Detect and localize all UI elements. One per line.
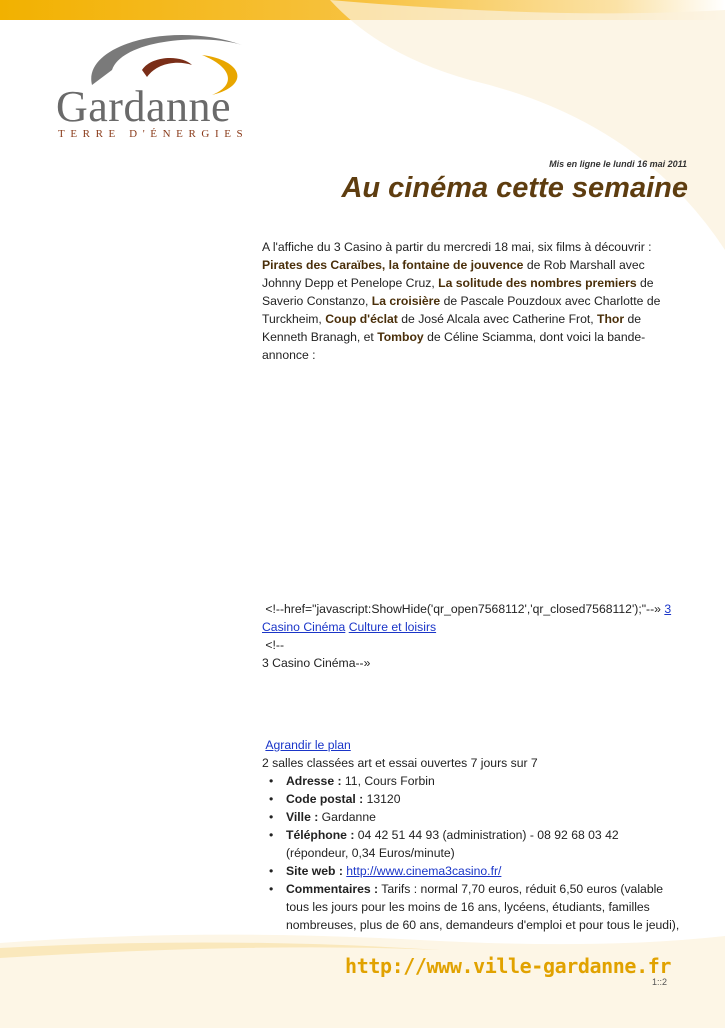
venue-info <box>262 736 682 934</box>
article-intro: A l'affiche du 3 Casino à partir du mercredi 18 mai, six films à découvrir : Pirates des Caraïbes, la fontaine de jouvence de Rob Marshall avec Johnny Depp et Penelope Cruz, La solitude des nombres premiers de Saverio Constanzo, La croisière de Pascale Pouzdoux avec Charlotte de Turckheim, Coup d'éclat de José Alcala avec Catherine Frot, Thor de Kenneth Branagh, et Tomboy de Céline Sciamma, dont voici la bande-annonce : <box>262 240 661 362</box>
logo-wordmark: Gardanne <box>56 82 232 131</box>
film-title: Pirates des Caraïbes, la fontaine de jouvence <box>262 258 524 272</box>
publication-date: Mis en ligne le lundi 16 mai 2011 <box>549 159 687 169</box>
html-comment-close: 3 Casino Cinéma--» <box>262 656 371 670</box>
page-title: Au cinéma cette semaine <box>341 172 688 204</box>
film-title: La croisière <box>371 294 441 308</box>
list-item: • Code postal : 13120 <box>269 792 401 806</box>
details-list <box>262 772 682 934</box>
html-comment-open: <!-- <box>265 638 285 652</box>
list-item: • Téléphone : 04 42 51 44 93 (administration) - 08 92 68 03 42 (répondeur, 0,34 Euros/minute) <box>269 828 619 860</box>
page-number: 1::2 <box>651 977 667 987</box>
film-title: Thor <box>597 312 625 326</box>
venue-link[interactable]: 3 Casino Cinéma <box>262 602 672 634</box>
film-title: La solitude des nombres premiers <box>438 276 637 290</box>
html-comment-text: <!--href="javascript:ShowHide('qr_open7568112','qr_closed7568112');"--» <box>265 602 665 616</box>
rooms-text: 2 salles classées art et essai ouvertes 7 jours sur 7 <box>262 756 538 770</box>
list-item: • Ville : Gardanne <box>269 810 376 824</box>
footer-url: http://www.ville-gardanne.fr <box>345 954 671 978</box>
website-link[interactable]: http://www.cinema3casino.fr/ <box>346 864 502 878</box>
footer-swoosh <box>0 928 725 1028</box>
enlarge-map-link[interactable]: Agrandir le plan <box>265 738 351 752</box>
list-item: • Commentaires : Tarifs : normal 7,70 euros, réduit 6,50 euros (valable tous les jours pour les moins de 16 ans, lycéens, étudiants, familles nombreuses, plus de 60 ans, demandeurs d'emploi et pour tous le jeudi), <box>269 882 680 932</box>
list-item: • Site web : http://www.cinema3casino.fr/ <box>269 864 502 878</box>
film-title: Tomboy <box>377 330 424 344</box>
category-link[interactable]: Culture et loisirs <box>348 620 437 634</box>
film-title: Coup d'éclat <box>325 312 398 326</box>
list-item: • Adresse : 11, Cours Forbin <box>269 774 435 788</box>
venue-comment-block <box>262 600 682 672</box>
logo-tagline: TERRE D'ÉNERGIES <box>58 128 249 140</box>
